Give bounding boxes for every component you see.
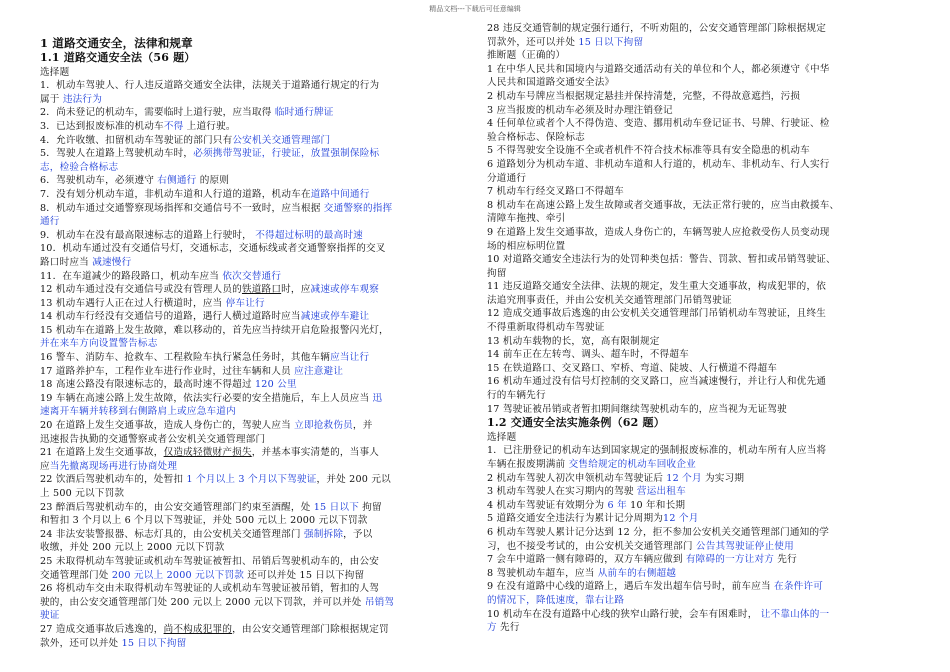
line-text: 罚款外，还可以并处 [487,36,579,48]
line-text: ，由公安交通管理部门除根据规定罚 [232,623,389,635]
line-text: 选择题 [40,66,70,78]
line-text: 5 不得驾驶安全设施不全或者机件不符合技术标准等具有安全隐患的机动车 [487,145,810,157]
text-line [487,172,909,186]
answer-text: 道路中间通行 [310,188,370,200]
text-line [40,120,462,134]
line-text: 28 违反交通管制的规定强行通行，不听劝阻的，公安交通管理部门除根据规定 [487,23,827,34]
line-text: 6 机动车驾驶人累计记分达到 12 分，拒不参加公安机关交通管理部门通知的学 [487,526,830,538]
text-line [487,36,909,50]
line-text: 场的相应标明位置 [487,240,566,252]
text-line [487,199,909,213]
line-text: 25 未取得机动车驾驶证或机动车驾驶证被暂扣、吊销后驾驶机动车的，由公安 [40,555,380,567]
line-text: 2 机动车驾驶人初次申领机动车驾驶证后 [487,472,667,484]
answer-text: 通行 [40,216,60,228]
line-text: 拘留 [359,501,382,513]
line-text: 上道行驶。 [183,120,236,132]
answer-text: 从前车的右侧超越 [597,567,677,579]
text-line [487,90,909,104]
text-line [40,161,462,175]
line-text: 7 机动车行经交叉路口不得超车 [487,186,624,198]
left-column [40,36,462,650]
answer-text: 速离开车辆并转移到右侧路肩上或应急车道内 [40,406,236,418]
answer-text: 15 日以下 [313,501,359,513]
answer-text: 交售给规定的机动车回收企业 [568,459,696,470]
answer-text: 12 个月 [663,513,699,525]
line-text: 驶的，由公安交通管理部门处 200 元以上 2000 元以下罚款，并可以并处 [40,596,365,608]
text-line [40,106,462,120]
answer-text: 12 个月 [666,472,702,484]
answer-text: 违法行为 [62,93,103,105]
text-line [487,485,909,499]
line-text: 2 机动车号牌应当根据规定悬挂并保持清楚，完整，不得故意遮挡，污损 [487,90,801,102]
line-text: 清障车拖拽、牵引 [487,213,566,225]
line-text: 4 机动车驾驶证有效期分为 [487,499,608,511]
text-line [40,555,462,569]
answer-text: 200 元以上 2000 元以下罚款 [111,569,245,581]
text-line [40,270,462,284]
text-line [487,63,909,77]
text-line [487,117,909,131]
text-line [487,240,909,254]
text-line [487,499,909,513]
line-text: 22 饮酒后驾驶机动车的，处暂扣 [40,474,187,486]
text-line [487,362,909,376]
section-heading [40,51,462,66]
text-line [487,267,909,281]
line-text: 尚不构成犯罪的 [163,623,233,635]
line-text: 上 500 元以下罚款 [40,488,125,499]
line-text: 24 非法安装警报器、标志灯具的，由公安机关交通管理部门 [40,528,304,540]
text-line [487,458,909,472]
answer-text: 营运出租车 [636,486,686,498]
text-line [487,131,909,145]
line-text: 19 车辆在高速公路上发生故障，依法实行必要的安全措施后，车上人员应当 [40,392,373,404]
line-text: 款外，还可以并处 [40,637,122,649]
line-text: 12 机动车通过没有交通信号或没有管理人员的 [40,284,242,296]
line-text: 3．已达到报废标准的机动车 [40,120,164,132]
line-text: 先行 [774,554,797,566]
text-line [487,104,909,118]
text-line [40,202,462,216]
text-line [487,621,909,635]
text-line [487,567,909,581]
line-text: 1.2 交通安全法实施条例（62 题） [487,416,665,430]
line-text: 1 在中华人民共和国境内与道路交通活动有关的单位和个人，都必须遵守《中华 [487,63,830,75]
answer-text: 的情况下，降低速度，靠右让路 [487,594,625,606]
line-text: 13 机动车载物的长，宽，高有限制规定 [487,335,660,347]
text-line [487,144,909,158]
line-text: ，并基本事实清楚的，当事人 [251,447,380,459]
line-text: 8 驾驶机动车超车，应当 [487,567,598,579]
line-text: 路口时应当 [40,256,93,268]
answer-text: 立即抢救伤员 [294,420,353,432]
line-text: 交通管理部门处 [40,569,112,581]
line-text: 6 道路划分为机动车道、非机动车道和人行道的，机动车、非机动车、行人实行 [487,158,830,170]
line-text: 仅造成轻微财产损失 [163,447,252,459]
answer-text: 120 公里 [254,379,297,391]
text-line [487,307,909,321]
answer-text: 并在来车方向设置警告标志 [40,338,158,350]
text-line [487,185,909,199]
text-line [40,623,462,637]
answer-text: 有障碍的一方让对方 [685,554,775,566]
line-text: 11 违反道路交通安全法律、法规的规定，发生重大交通事故，构成犯罪的，依 [487,281,827,293]
text-line [40,174,462,188]
text-line [40,324,462,338]
answer-text: 6 年 [607,499,627,511]
answer-text: 公告其驾驶证停止使用 [695,540,794,552]
line-text: 21 在道路上发生交通事故， [40,447,164,459]
line-text: 15 机动车在道路上发生故障，难以移动的，首先应当持续开启危险报警闪光灯， [40,324,389,336]
line-text: 法追究刑事责任，并由公安机关交通管理部门吊销驾驶证 [487,294,732,306]
line-text: 选择题 [487,431,517,443]
text-line [487,444,909,458]
line-text: 时，应 [281,284,311,296]
line-text: 17 驾驶证被吊销或者暂扣期间继续驾驶机动车的，应当视为无证驾驶 [487,403,787,415]
text-line [40,188,462,202]
line-text: 7 会车中道路一侧有障碍的，双方车辆应做到 [487,554,686,566]
line-text: 9 在没有道路中心线的道路上，遇后车发出超车信号时，前车应当 [487,581,775,593]
answer-text: 1 个月以上 3 个月以下驾驶证 [186,474,317,486]
text-line [487,49,909,63]
text-line [40,392,462,406]
line-text: 8 机动车在高速公路上发生故障或者交通事故，无法正常行驶的，应当由救援车、 [487,199,840,211]
answer-text: 应当让行 [330,352,370,364]
text-line [40,514,462,528]
text-line [40,256,462,270]
line-text: 3 机动车驾驶人在实习期内的驾驶 [487,486,637,498]
answer-text: 方 [487,622,497,634]
line-text: ，并处 200 元以 [316,474,391,486]
text-line [40,609,462,623]
answer-text: 强制拆除 [303,528,344,540]
line-text: 9 在道路上发生交通事故，造成人身伤亡的，车辆驾驶人应抢救受伤人员变动现 [487,226,830,238]
text-line [487,580,909,594]
text-line [40,419,462,433]
line-text: 验合格标志、保险标志 [487,131,585,143]
text-line [40,569,462,583]
line-text: ，予以 [343,528,373,540]
text-line [40,446,462,460]
text-line [487,294,909,308]
line-text: 习，也不接受考试的，由公安机关交通管理部门 [487,540,696,552]
line-text: 2．尚未登记的机动车，需要临时上道行驶，应当取得 [40,107,275,119]
text-line [487,375,909,389]
text-line [40,93,462,107]
text-line [40,433,462,447]
text-line [487,321,909,335]
text-line [40,242,462,256]
line-text: 和暂扣 3 个月以上 6 个月以下驾驶证，并处 500 元以上 2000 元以下罚款 [40,515,368,527]
text-line [40,405,462,419]
answer-text: 交通警察的指挥 [323,202,393,214]
text-line [487,212,909,226]
text-line [40,310,462,324]
line-text: 11．在车道减少的路段路口，机动车应当 [40,270,223,282]
text-line [40,528,462,542]
text-line [487,280,909,294]
answer-text: 当先撤离现场再进行协商处理 [49,460,178,472]
text-line [487,22,909,36]
line-text: 行的车辆先行 [487,390,546,402]
text-line [487,335,909,349]
line-text: 7．没有划分机动车道，非机动车道和人行道的道路，机动车在 [40,188,311,200]
text-line [40,337,462,351]
line-text: 1．已注册登记的机动车达到国家规定的强制报废标准的，机动车所有人应当将 [487,445,827,457]
answer-text: 驶证 [40,610,60,622]
line-text: 属于 [40,93,63,105]
text-line [40,351,462,365]
answer-text: 应注意避让 [294,365,344,377]
line-text: 8．机动车通过交通警察现场指挥和交通信号不一致时，应当根据 [40,202,324,214]
text-line [487,431,909,445]
text-line [487,512,909,526]
line-text: 16 警车、消防车、抢救车、工程救险车执行紧急任务时，其他车辆 [40,352,331,364]
text-line [487,76,909,90]
text-line [40,134,462,148]
line-text: 16 机动车通过没有信号灯控制的交叉路口，应当减速慢行，并让行人和优先通 [487,376,827,388]
text-line [40,79,462,93]
line-text: 车辆在报废期满前 [487,459,569,470]
answer-text: 停车让行 [225,297,265,309]
text-line [40,582,462,596]
text-line [40,501,462,515]
answer-text: 临时通行牌证 [274,107,334,119]
line-text: 1 道路交通安全，法律和规章 [40,36,193,50]
text-line [487,226,909,240]
text-line [40,147,462,161]
line-text: 26 将机动车交由未取得机动车驾驶证的人或机动车驾驶证被吊销，暂扣的人驾 [40,583,380,595]
text-line [487,594,909,608]
line-text: 不得重新取得机动车驾驶证 [487,322,605,334]
line-text: 10．机动车通过没有交通信号灯，交通标志，交通标线或者交通警察指挥的交叉 [40,243,386,255]
text-line [487,403,909,417]
line-text: 分道通行 [487,172,527,184]
text-line [487,553,909,567]
line-text: 拘留 [487,267,507,279]
line-text: ，并 [352,420,373,432]
answer-text: 吊销驾 [364,596,395,608]
answer-text: 减速或停车避让 [300,311,370,323]
answer-text: 迅 [372,392,383,404]
line-text: 1．机动车驾驶人、行人违反道路交通安全法律，法规关于道路通行规定的行为 [40,80,380,92]
line-text: 17 道路养护车，工程作业车进行作业时，过往车辆和人员 [40,365,295,377]
line-text: 收缴，并处 200 元以上 2000 元以下罚款 [40,542,225,554]
answer-text: 不得超过标明的最高时速 [255,229,363,241]
line-text: 人民共和国道路交通安全法》 [487,77,615,89]
text-line [40,365,462,379]
line-text: 铁道路口 [241,284,282,296]
line-text: 12 造成交通事故后逃逸的由公安机关交通管理部门吊销机动车驾驶证，且终生 [487,308,827,320]
answer-text: 减速或停车观察 [310,284,380,296]
line-text: 应 [40,460,50,472]
right-column [487,22,909,635]
text-line [40,487,462,501]
text-line [40,66,462,80]
line-text: 10 机动车在没有道路中心线的狭窄山路行驶，会车有困难时， [487,608,761,620]
line-text: 迅速报告执勤的交通警察或者公安机关交通管理部门 [40,433,266,445]
line-text: 为实习期 [701,472,745,484]
text-line [40,229,462,243]
line-text: 5 道路交通安全违法行为累计记分周期为 [487,513,664,525]
text-line [487,472,909,486]
text-line [40,473,462,487]
answer-text: 在条件许可 [774,581,823,593]
text-line [40,637,462,651]
line-text: 还可以并处 15 日以下拘留 [244,569,365,581]
line-text: 13 机动车遇行人正在过人行横道时，应当 [40,297,226,309]
answer-text: 右侧通行 [157,175,197,187]
line-text: 15 在铁道路口、交叉路口、窄桥、弯道、陡坡、人行横道不得超车 [487,362,778,374]
line-text: 6．驾驶机动车，必须遵守 [40,175,158,187]
line-text: 的原则 [196,175,230,187]
line-text: 9．机动车在没有最高限速标志的道路上行驶时， [40,229,256,241]
text-line [487,158,909,172]
line-text: 20 在道路上发生交通事故，造成人身伤亡的，驾驶人应当 [40,420,295,432]
line-text: 14 前车正在左转弯、调头、超车时，不得超车 [487,349,689,361]
text-line [40,460,462,474]
text-line [40,297,462,311]
line-text: 10 年和长期 [626,499,686,511]
line-text: 18 高速公路没有限速标志的，最高时速不得超过 [40,379,255,391]
text-line [487,348,909,362]
answer-text: 15 日以下拘留 [121,637,187,649]
answer-text: 减速慢行 [92,256,132,268]
text-line [40,215,462,229]
line-text: 推断题（正确的） [487,50,566,62]
line-text: 4．允许收缴、扣留机动车驾驶证的部门只有 [40,134,233,146]
answer-text: 不得 [163,120,184,132]
text-line [40,541,462,555]
answer-text: 15 日以下拘留 [578,36,644,48]
line-text: 27 造成交通事故后逃逸的， [40,623,164,635]
text-line [487,526,909,540]
answer-text: 必须携带驾驶证，行驶证，放置强制保险标 [193,148,380,160]
text-line [40,596,462,610]
line-text: 23 醉酒后驾驶机动车的，由公安交通管理部门约束至酒醒，处 [40,501,314,513]
page-header: 精品文档---下载后可任意编辑 [429,5,521,13]
line-text: 10 对道路交通安全违法行为的处罚种类包括：警告、罚款、暂扣或吊销驾驶证、 [487,254,836,266]
line-text: 5．驾驶人在道路上驾驶机动车时， [40,148,194,160]
text-line [40,283,462,297]
answer-text: 志，检验合格标志 [40,161,119,173]
line-text: 1.1 道路交通安全法（56 题） [40,51,196,64]
line-text: 14 机动车行经没有交通信号的道路，遇行人横过道路时应当 [40,311,301,323]
line-text: 4 任何单位或者个人不得伪造、变造、挪用机动车登记证书、号牌、行驶证、检 [487,118,830,130]
text-line [40,378,462,392]
answer-text: 公安机关交通管理部门 [232,134,331,146]
text-line [487,540,909,554]
answer-text: 让不靠山体的一 [760,608,830,620]
line-text: 先行 [496,622,520,634]
section-heading [40,36,462,51]
line-text: 3 应当报废的机动车必须及时办理注销登记 [487,104,673,116]
section-heading [487,416,909,431]
text-line [487,608,909,622]
text-line [487,389,909,403]
answer-text: 依次交替通行 [222,270,282,282]
text-line [487,253,909,267]
